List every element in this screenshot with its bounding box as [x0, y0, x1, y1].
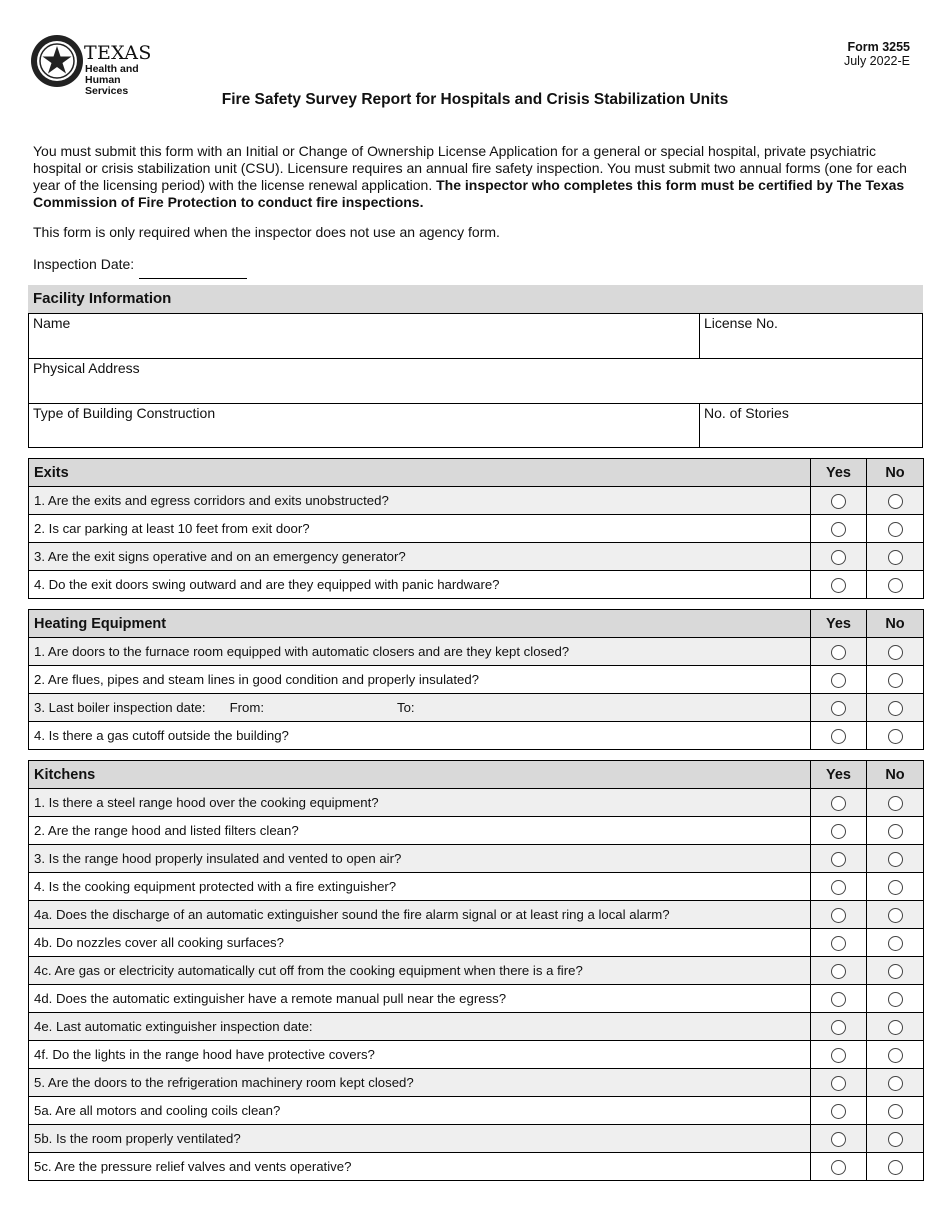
yes-radio[interactable]	[831, 701, 846, 716]
question-text: 1. Is there a steel range hood over the cooking equipment?	[29, 789, 811, 817]
question-text: 4. Is the cooking equipment protected with a fire extinguisher?	[29, 873, 811, 901]
logo-title: TEXAS	[84, 42, 152, 64]
hhs-logo	[30, 34, 165, 97]
question-row	[29, 957, 924, 985]
boiler-date-cell	[29, 694, 811, 722]
no-radio[interactable]	[888, 992, 903, 1007]
no-radio[interactable]	[888, 964, 903, 979]
no-radio[interactable]	[888, 1104, 903, 1119]
question-row	[29, 901, 924, 929]
divider	[699, 314, 700, 358]
logo-subtitle: Health and Human Services	[85, 63, 139, 97]
yes-radio[interactable]	[831, 880, 846, 895]
no-radio[interactable]	[888, 908, 903, 923]
yes-radio[interactable]	[831, 645, 846, 660]
intro-text: You must submit this form with an Initial or Change of Ownership License Application for a general or special hospital, private psychiatric hospital or crisis stabilization unit (CSU). Licensure requires an annual fire safety inspection. You must submit two annual forms (one for each year of the licensing period) with the license renewal application.	[33, 143, 907, 193]
question-row	[29, 722, 924, 750]
inspection-date-field[interactable]	[139, 278, 247, 279]
yes-column-header: Yes	[811, 761, 867, 789]
question-text: 1. Are doors to the furnace room equipped with automatic closers and are they kept closed?	[29, 638, 811, 666]
kitchens-table	[28, 760, 924, 1181]
page-title: Fire Safety Survey Report for Hospitals and Crisis Stabilization Units	[221, 91, 729, 108]
yes-radio[interactable]	[831, 852, 846, 867]
question-text: 2. Are flues, pipes and steam lines in good condition and properly insulated?	[29, 666, 811, 694]
facility-info-heading	[28, 285, 923, 313]
yes-radio[interactable]	[831, 578, 846, 593]
divider	[699, 404, 700, 448]
kitchens-heading: Kitchens	[29, 761, 811, 789]
question-row	[29, 873, 924, 901]
from-date-label: From:	[229, 700, 264, 715]
question-text: 4b. Do nozzles cover all cooking surfaces?	[29, 929, 811, 957]
yes-radio[interactable]	[831, 1048, 846, 1063]
question-text: 1. Are the exits and egress corridors and exits unobstructed?	[29, 487, 811, 515]
question-text: 5a. Are all motors and cooling coils clean?	[29, 1097, 811, 1125]
question-text: 4f. Do the lights in the range hood have protective covers?	[29, 1041, 811, 1069]
question-text: 5c. Are the pressure relief valves and vents operative?	[29, 1153, 811, 1181]
yes-radio[interactable]	[831, 1076, 846, 1091]
question-row	[29, 929, 924, 957]
no-radio[interactable]	[888, 522, 903, 537]
yes-radio[interactable]	[831, 1104, 846, 1119]
yes-radio[interactable]	[831, 936, 846, 951]
question-row	[29, 1125, 924, 1153]
no-column-header: No	[867, 459, 924, 487]
intro-bold-text: The inspector who completes this form must be certified by The Texas Commission of Fire Protection to conduct fire inspections.	[33, 177, 905, 210]
question-text: 4d. Does the automatic extinguisher have a remote manual pull near the egress?	[29, 985, 811, 1013]
yes-radio[interactable]	[831, 550, 846, 565]
license-no-label: License No.	[704, 315, 778, 331]
no-radio[interactable]	[888, 936, 903, 951]
yes-column-header: Yes	[811, 459, 867, 487]
question-text: 2. Are the range hood and listed filters clean?	[29, 817, 811, 845]
no-radio[interactable]	[888, 701, 903, 716]
heating-heading: Heating Equipment	[29, 610, 811, 638]
question-text: 3. Are the exit signs operative and on an emergency generator?	[29, 543, 811, 571]
yes-radio[interactable]	[831, 1132, 846, 1147]
question-row	[29, 1153, 924, 1181]
question-row	[29, 638, 924, 666]
question-row	[29, 1041, 924, 1069]
texas-seal-icon	[30, 34, 84, 88]
yes-radio[interactable]	[831, 729, 846, 744]
question-text: 4e. Last automatic extinguisher inspection date:	[29, 1013, 811, 1041]
question-row	[29, 543, 924, 571]
question-text: 3. Is the range hood properly insulated and vented to open air?	[29, 845, 811, 873]
no-radio[interactable]	[888, 824, 903, 839]
question-row	[29, 694, 924, 722]
physical-address-label: Physical Address	[33, 360, 140, 376]
question-row	[29, 487, 924, 515]
yes-radio[interactable]	[831, 824, 846, 839]
no-radio[interactable]	[888, 1132, 903, 1147]
question-text: 4. Do the exit doors swing outward and are they equipped with panic hardware?	[29, 571, 811, 599]
no-radio[interactable]	[888, 1160, 903, 1175]
yes-radio[interactable]	[831, 1020, 846, 1035]
facility-info-heading-label: Facility Information	[33, 290, 172, 307]
exits-table	[28, 458, 924, 599]
no-radio[interactable]	[888, 852, 903, 867]
no-radio[interactable]	[888, 1076, 903, 1091]
question-text: 4c. Are gas or electricity automatically cut off from the cooking equipment when there is a fire?	[29, 957, 811, 985]
facility-row-construction	[29, 404, 922, 448]
no-radio[interactable]	[888, 494, 903, 509]
no-radio[interactable]	[888, 796, 903, 811]
question-row	[29, 666, 924, 694]
form-number: Form 3255	[847, 40, 910, 54]
question-row	[29, 817, 924, 845]
form-date: July 2022-E	[843, 54, 910, 68]
stories-label: No. of Stories	[704, 405, 789, 421]
yes-radio[interactable]	[831, 494, 846, 509]
no-column-header: No	[867, 610, 924, 638]
facility-row-address	[29, 359, 922, 404]
to-date-label: To:	[397, 700, 415, 715]
form-number-block	[844, 40, 910, 68]
question-row	[29, 789, 924, 817]
yes-radio[interactable]	[831, 796, 846, 811]
facility-info-box	[28, 313, 923, 448]
question-row	[29, 1013, 924, 1041]
yes-radio[interactable]	[831, 1160, 846, 1175]
no-radio[interactable]	[888, 645, 903, 660]
question-row	[29, 845, 924, 873]
yes-radio[interactable]	[831, 673, 846, 688]
question-row	[29, 515, 924, 543]
question-text: 3. Last boiler inspection date:	[34, 700, 206, 715]
no-radio[interactable]	[888, 550, 903, 565]
no-radio[interactable]	[888, 578, 903, 593]
question-text: 2. Is car parking at least 10 feet from exit door?	[29, 515, 811, 543]
question-text: 5b. Is the room properly ventilated?	[29, 1125, 811, 1153]
question-text: 4. Is there a gas cutoff outside the building?	[29, 722, 811, 750]
yes-radio[interactable]	[831, 908, 846, 923]
intro-paragraph	[33, 143, 918, 211]
facility-row-name	[29, 314, 922, 359]
no-radio[interactable]	[888, 1020, 903, 1035]
yes-radio[interactable]	[831, 992, 846, 1007]
heating-table	[28, 609, 924, 750]
question-text: 5. Are the doors to the refrigeration machinery room kept closed?	[29, 1069, 811, 1097]
question-row	[29, 1069, 924, 1097]
no-radio[interactable]	[888, 729, 903, 744]
no-radio[interactable]	[888, 1048, 903, 1063]
no-radio[interactable]	[888, 880, 903, 895]
question-row	[29, 571, 924, 599]
agency-form-note: This form is only required when the inspector does not use an agency form.	[33, 224, 500, 240]
inspection-date-label: Inspection Date:	[33, 256, 135, 272]
no-column-header: No	[867, 761, 924, 789]
construction-type-label: Type of Building Construction	[33, 405, 216, 421]
yes-radio[interactable]	[831, 964, 846, 979]
question-row	[29, 1097, 924, 1125]
question-row	[29, 985, 924, 1013]
no-radio[interactable]	[888, 673, 903, 688]
exits-heading: Exits	[29, 459, 811, 487]
question-text: 4a. Does the discharge of an automatic extinguisher sound the fire alarm signal or at least ring a local alarm?	[29, 901, 811, 929]
yes-radio[interactable]	[831, 522, 846, 537]
yes-column-header: Yes	[811, 610, 867, 638]
name-label: Name	[33, 315, 71, 331]
